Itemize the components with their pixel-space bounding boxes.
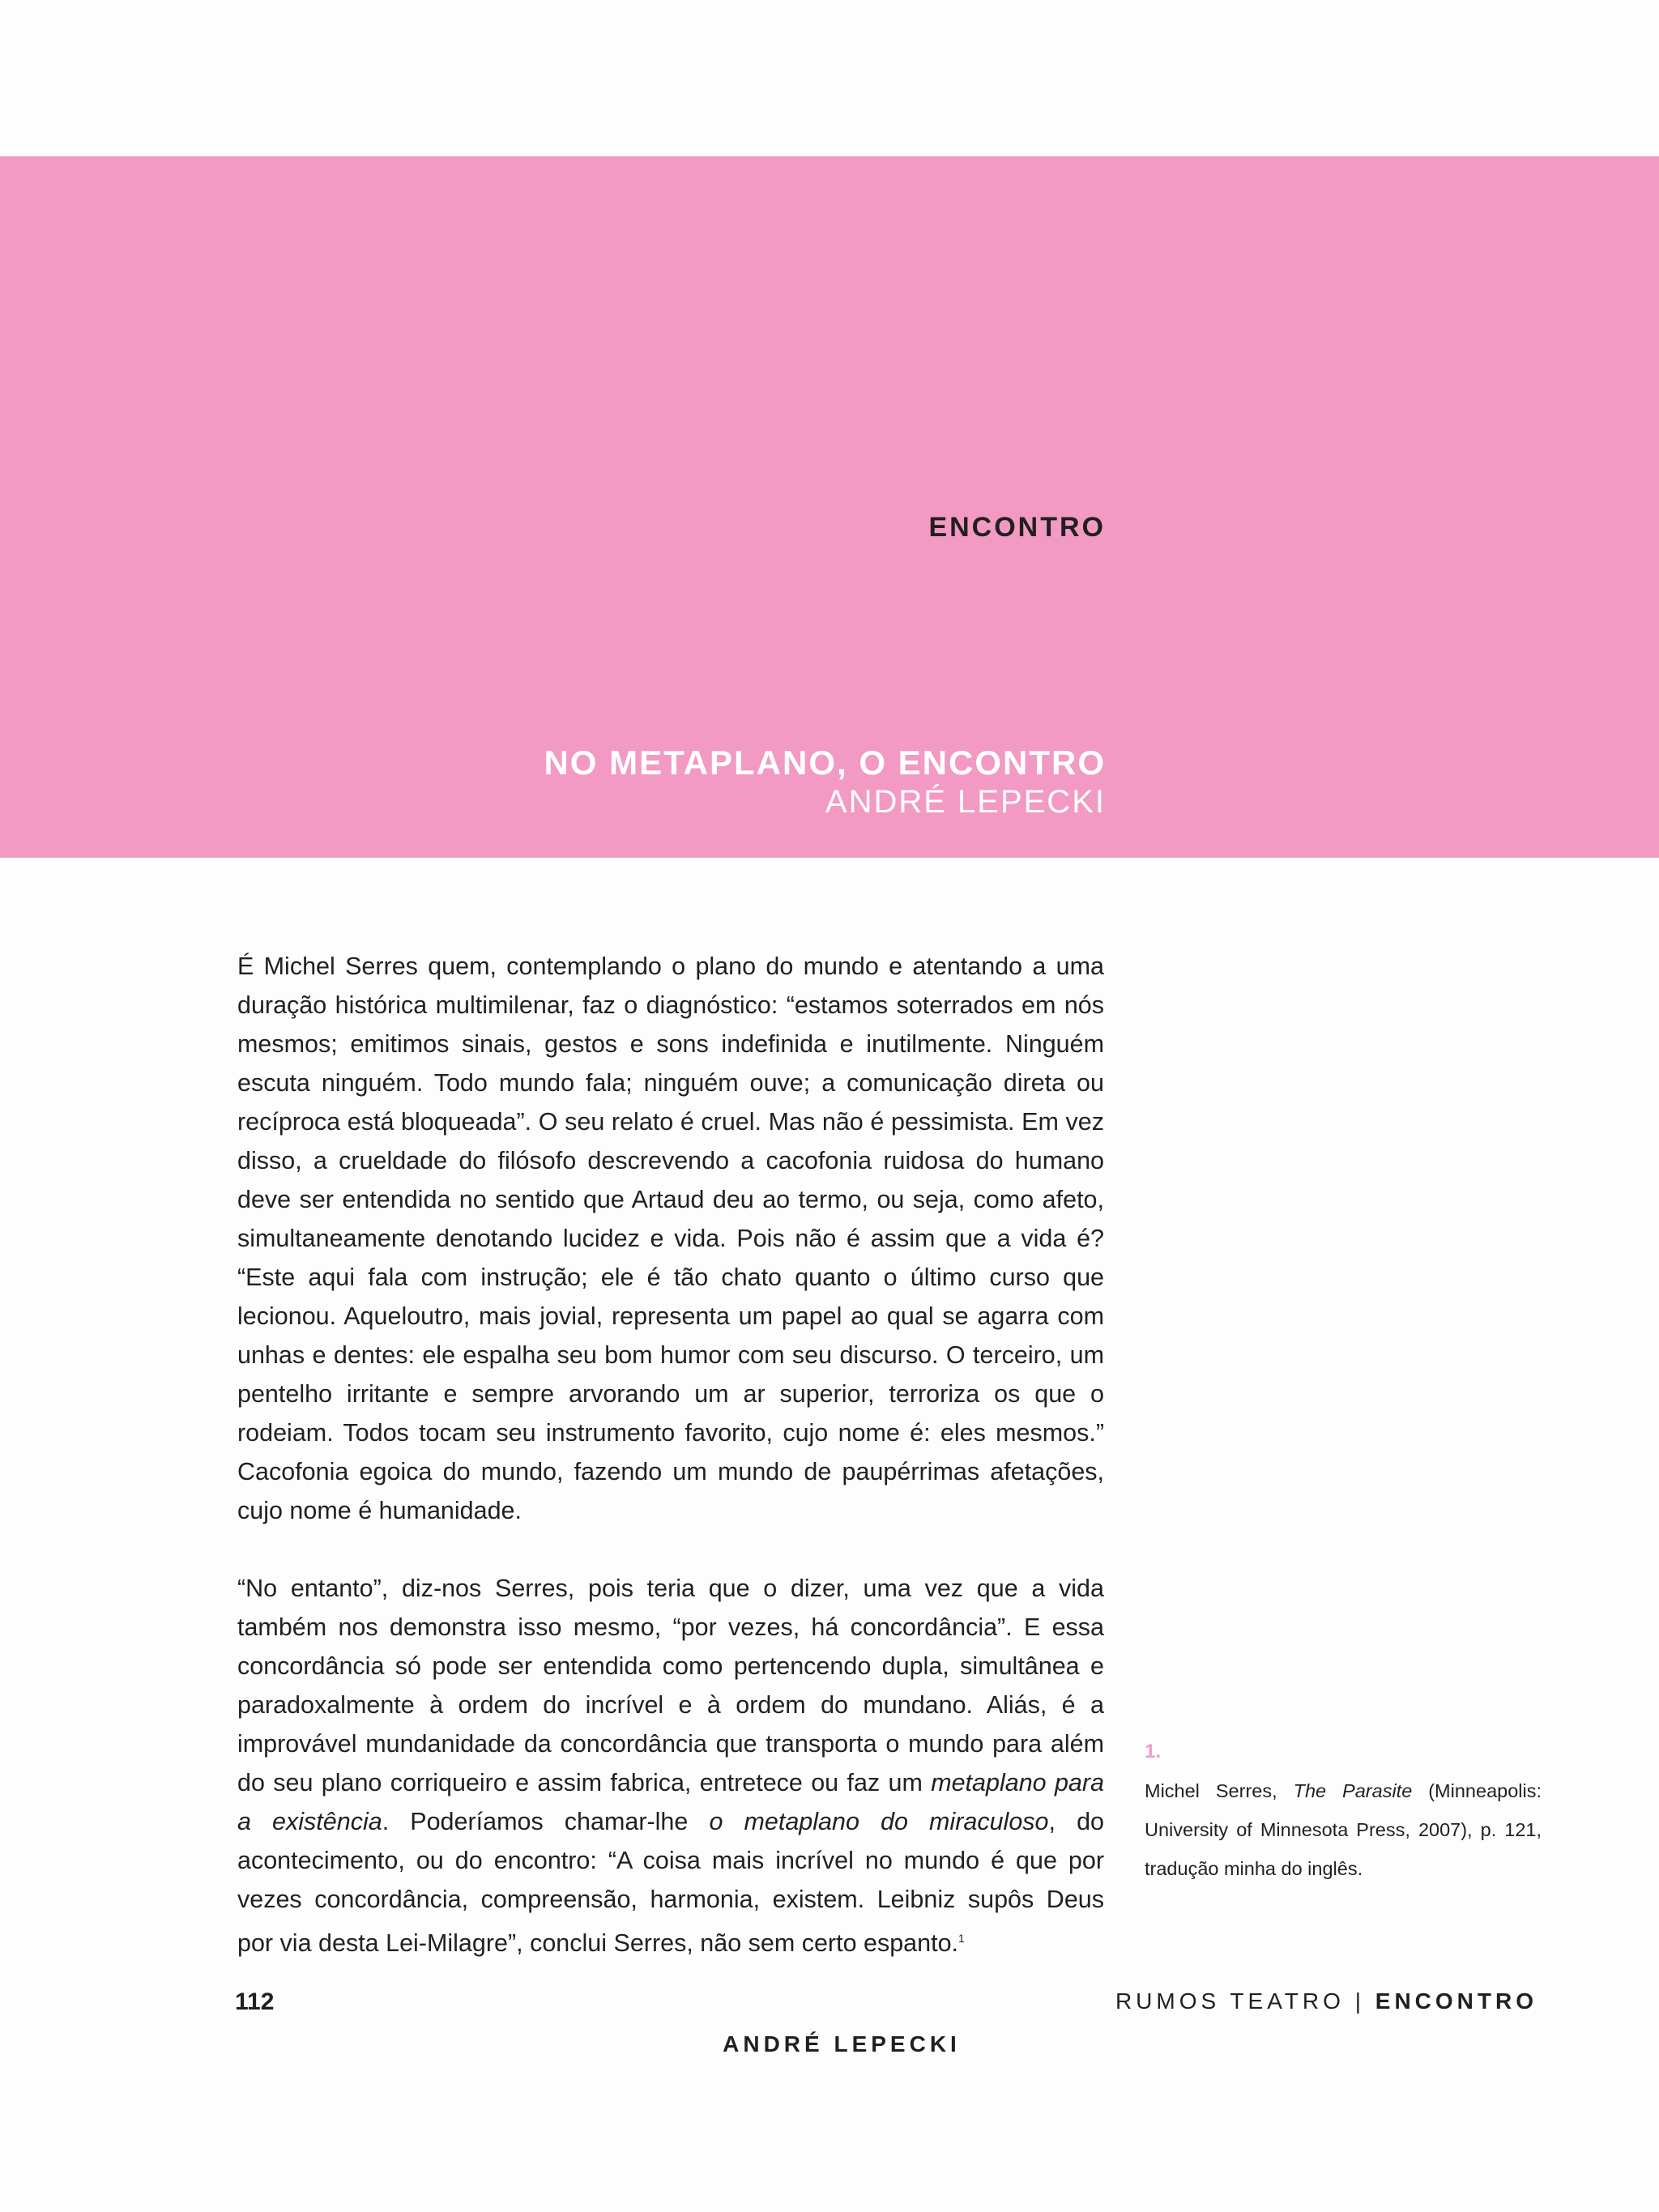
article-author: ANDRÉ LEPECKI xyxy=(825,784,1106,820)
paragraph-2 xyxy=(237,1569,1104,1963)
footnote-text xyxy=(1145,1771,1542,1888)
paragraph-2-text-b: . Poderíamos chamar-lhe xyxy=(382,1808,710,1835)
article-title: NO METAPLANO, O ENCONTRO xyxy=(544,744,1106,782)
running-head xyxy=(1115,1988,1537,2014)
paragraph-2-text-c: , do acontecimento, ou do encontro: “A coisa mais incrível no mundo é que por vezes concordância, compreensão, harmonia, existem. Leibniz supôs Deus por via desta Lei-Milagre”, conclui Serres, não sem certo espanto. xyxy=(237,1808,1104,1958)
paragraph-2-text-a: “No entanto”, diz-nos Serres, pois teria que o dizer, uma vez que a vida também nos demonstra isso mesmo, “por vezes, há concordância”. E essa concordância só pode ser entendida como pertencendo dupla, simultânea e paradoxalmente à ordem do incrível e à ordem do mundano. Aliás, é a improvável mundanidade da concordância que transporta o mundo para além do seu plano corriqueiro e assim fabrica, entretece ou faz um xyxy=(237,1575,1104,1796)
paragraph-1: É Michel Serres quem, contemplando o plano do mundo e atentando a uma duração histórica multimilenar, faz o diagnóstico: “estamos soterrados em nós mesmos; emitimos sinais, gestos e sons indefinida e inutilmente. Ninguém escuta ninguém. Todo mundo fala; ninguém ouve; a comunicação direta ou recíproca está bloqueada”. O seu relato é cruel. Mas não é pessimista. Em vez disso, a crueldade do filósofo descrevendo a cacofonia ruidosa do humano deve ser entendida no sentido que Artaud deu ao termo, ou seja, como afeto, simultaneamente denotando lucidez e vida. Pois não é assim que a vida é? “Este aqui fala com instrução; ele é tão chato quanto o último curso que lecionou. Aqueloutro, mais jovial, representa um papel ao qual se agarra com unhas e dentes: ele espalha seu bom humor com seu discurso. O terceiro, um pentelho irritante e sempre arvorando um ar superior, terroriza os que o rodeiam. Todos tocam seu instrumento favorito, cujo nome é: eles mesmos.” Cacofonia egoica do mundo, fazendo um mundo de paupérrimas afetações, cujo nome é humanidade. xyxy=(237,953,1104,1524)
article-body xyxy=(237,947,1104,2001)
footnote xyxy=(1145,1733,1542,1888)
page-number: 112 xyxy=(235,1988,275,2015)
footnote-text-a: Michel Serres, xyxy=(1145,1780,1294,1801)
running-head-section: ENCONTRO xyxy=(1375,1988,1537,2014)
footnote-number: 1. xyxy=(1145,1741,1162,1762)
paragraph-2-emphasis-2: o metaplano do miraculoso xyxy=(709,1808,1049,1835)
footer-author: ANDRÉ LEPECKI xyxy=(723,2031,961,2056)
footnote-book-title: The Parasite xyxy=(1293,1780,1413,1801)
section-label: ENCONTRO xyxy=(928,512,1106,543)
paragraph-2-emphasis-1: metaplano para a existência xyxy=(237,1769,1104,1835)
running-head-publication: RUMOS TEATRO xyxy=(1115,1988,1345,2014)
footnote-reference[interactable]: 1 xyxy=(958,1932,965,1945)
footnote-text-b: (Minneapolis: University of Minnesota Press, 2007), p. 121, tradução minha do inglês. xyxy=(1145,1780,1542,1879)
running-head-separator: | xyxy=(1344,1988,1375,2014)
